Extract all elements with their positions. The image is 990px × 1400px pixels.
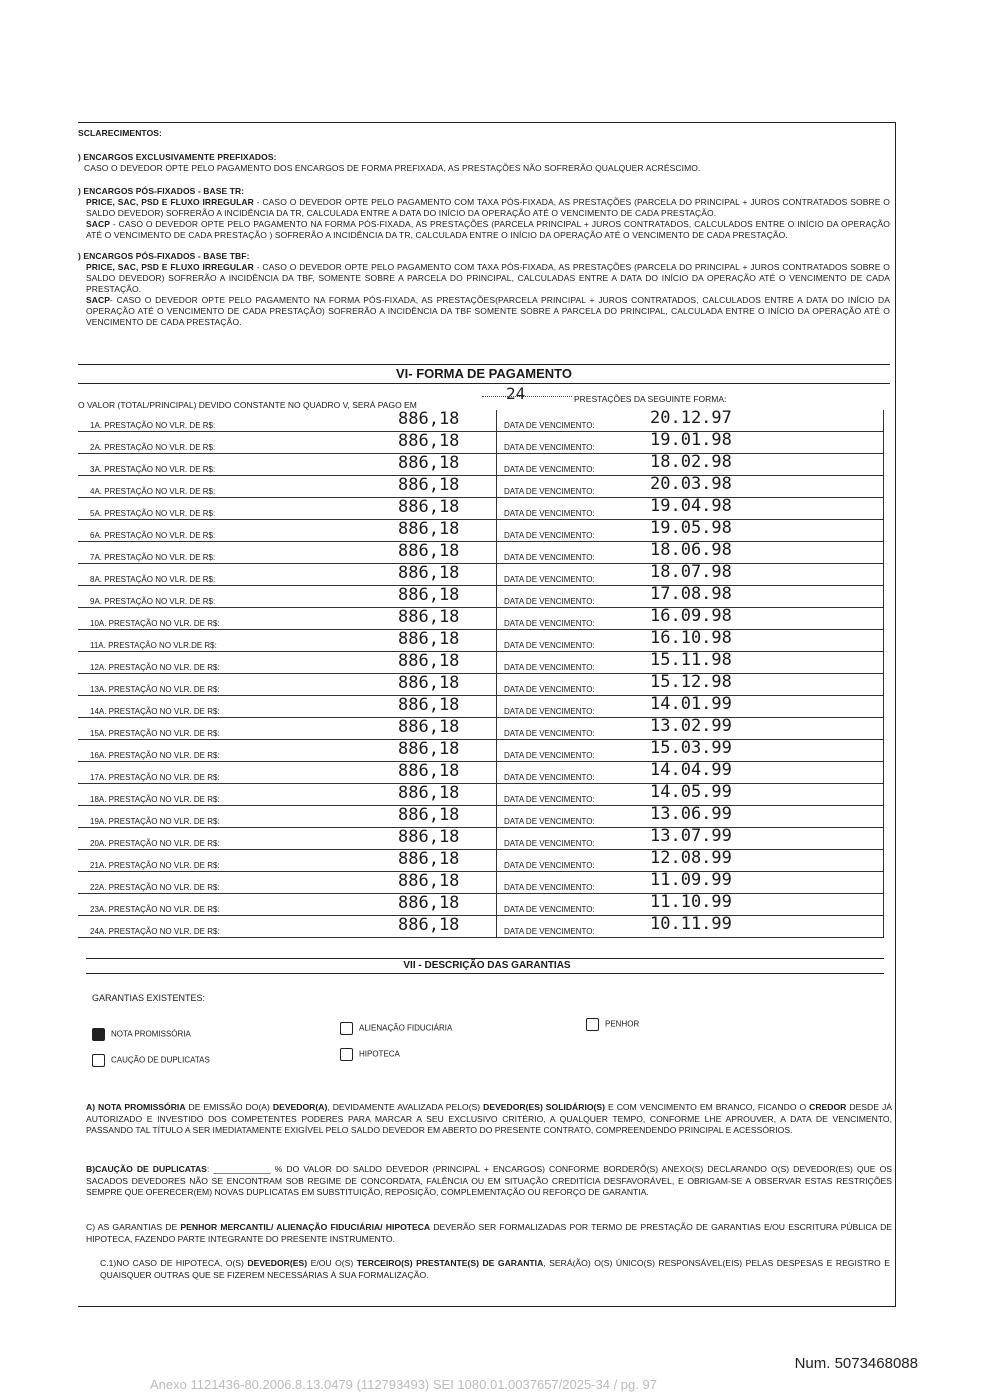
clause-c1-terceiro: TERCEIRO(S) PRESTANTE(S) DE GARANTIA xyxy=(356,1258,544,1268)
clause-a-text4: DESDE JÁ AUTORIZADO E INVESTIDO DOS COMPETENTES PODERES PARA MARCAR A SEU EXCLUSIVO CRITÉRIO, A QUALQUER TEMPO, CONFORME LHE APROUVER, A DATA DE VENCIMENTO, PASSANDO TAL TÍTULO A SER IMEDIATAMENTE EXIGÍVEL PELO SALDO DEVEDOR EM ABERTO DO PRESENTE CONTRATO, COMPREENDENDO PRINCIPAL E ACESSÓRIOS. xyxy=(86,1102,892,1135)
due-date-value: 18.06.98 xyxy=(650,540,732,560)
installment-label: 1A. PRESTAÇÃO NO VLR. DE R$: xyxy=(90,421,216,430)
tbf-price-label: PRICE, SAC, PSD E FLUXO IRREGULAR xyxy=(86,262,254,272)
installment-value: 886,18 xyxy=(398,717,460,737)
clause-c1-text2: , SERÁ(ÃO) O(S) ÚNICO(S) RESPONSÁVEL(EIS) PELAS DESPESAS E REGISTRO E QUAISQUER OUTRAS QUE SE FIZEREM NECESSÁRIAS À SUA FORMALIZAÇÃO. xyxy=(100,1258,890,1280)
due-date-value: 12.08.99 xyxy=(650,848,732,868)
due-date-label: DATA DE VENCIMENTO: xyxy=(504,553,595,562)
due-date-value: 15.11.98 xyxy=(650,650,732,670)
prefixados-title: ) ENCARGOS EXCLUSIVAMENTE PREFIXADOS: xyxy=(78,152,277,162)
installment-row xyxy=(78,564,884,586)
installment-label: 19A. PRESTAÇÃO NO VLR. DE R$: xyxy=(90,817,220,826)
clause-b-text: : ____________ % DO VALOR DO SALDO DEVEDOR (PRINCIPAL + ENCARGOS) CONFORME BORDERÔ(S) ANEXO(S) DECLARANDO O(S) DEVEDOR(ES) QUE OS SACADOS DEVEDORES NÃO SE ENCONTRAM SOB REGIME DE CONCORDATA, FALÊNCIA OU EM SITUAÇÃO CREDITÍCIA DESFAVORÁVEL, E OBRIGAM-SE A OBSERVAR ESTAS RESTRIÇÕES SEMPRE QUE OFERECER(EM) NOVAS DUPLICATAS EM SUBSTITUIÇÃO, REPOSIÇÃO, COMPLEMENTAÇÃO OU REFORÇO DE GARANTIA. xyxy=(86,1164,892,1197)
column-divider xyxy=(496,718,497,740)
row-edge xyxy=(883,520,884,542)
column-divider xyxy=(496,762,497,784)
installment-row xyxy=(78,762,884,784)
installment-row xyxy=(78,652,884,674)
row-edge xyxy=(883,542,884,564)
installment-label: 5A. PRESTAÇÃO NO VLR. DE R$: xyxy=(90,509,216,518)
due-date-label: DATA DE VENCIMENTO: xyxy=(504,685,595,694)
due-date-value: 13.02.99 xyxy=(650,716,732,736)
due-date-label: DATA DE VENCIMENTO: xyxy=(504,531,595,540)
installment-label: 17A. PRESTAÇÃO NO VLR. DE R$: xyxy=(90,773,220,782)
due-date-value: 16.10.98 xyxy=(650,628,732,648)
tbf-sacp-label: SACP xyxy=(86,295,111,305)
option-label: PENHOR xyxy=(605,1019,640,1029)
due-date-value: 14.05.99 xyxy=(650,782,732,802)
installment-row xyxy=(78,784,884,806)
due-date-label: DATA DE VENCIMENTO: xyxy=(504,663,595,672)
due-date-label: DATA DE VENCIMENTO: xyxy=(504,905,595,914)
column-divider xyxy=(496,542,497,564)
row-edge xyxy=(883,652,884,674)
row-edge xyxy=(883,762,884,784)
tbf-sacp-paragraph xyxy=(78,295,890,328)
option-alienacao-fiduciaria[interactable] xyxy=(340,1022,452,1035)
garantias-top-line xyxy=(86,958,884,959)
installment-row xyxy=(78,740,884,762)
column-divider xyxy=(496,916,497,938)
installment-label: 13A. PRESTAÇÃO NO VLR. DE R$: xyxy=(90,685,220,694)
tr-price-paragraph xyxy=(78,197,890,219)
installment-row xyxy=(78,520,884,542)
installment-label: 8A. PRESTAÇÃO NO VLR. DE R$: xyxy=(90,575,216,584)
column-divider xyxy=(496,476,497,498)
checkbox-icon[interactable] xyxy=(92,1054,105,1067)
prefixados-block xyxy=(78,152,890,174)
clause-c1 xyxy=(100,1258,890,1281)
installment-row xyxy=(78,476,884,498)
installment-row xyxy=(78,828,884,850)
row-edge xyxy=(883,894,884,916)
installment-row xyxy=(78,432,884,454)
column-divider xyxy=(496,894,497,916)
row-edge xyxy=(883,784,884,806)
column-divider xyxy=(496,498,497,520)
installment-row xyxy=(78,674,884,696)
tr-block xyxy=(78,186,890,241)
tr-sacp-paragraph xyxy=(78,219,890,241)
due-date-value: 11.10.99 xyxy=(650,892,732,912)
clause-c-text: DEVERÃO SER FORMALIZADAS POR TERMO DE PRESTAÇÃO DE GARANTIAS E/OU ESCRITURA PÚBLICA DE HIPOTECA, FAZENDO PARTE INTEGRANTE DO PRESENTE INSTRUMENTO. xyxy=(86,1222,893,1244)
due-date-label: DATA DE VENCIMENTO: xyxy=(504,773,595,782)
column-divider xyxy=(496,410,497,432)
due-date-label: DATA DE VENCIMENTO: xyxy=(504,443,595,452)
garantias-existentes-label: GARANTIAS EXISTENTES: xyxy=(92,993,206,1003)
row-edge xyxy=(883,564,884,586)
row-edge xyxy=(883,806,884,828)
row-line xyxy=(78,937,884,938)
tbf-title: ) ENCARGOS PÓS-FIXADOS - BASE TBF: xyxy=(78,251,250,261)
due-date-value: 20.12.97 xyxy=(650,408,732,428)
column-divider xyxy=(496,872,497,894)
row-edge xyxy=(883,718,884,740)
due-date-value: 14.01.99 xyxy=(650,694,732,714)
due-date-label: DATA DE VENCIMENTO: xyxy=(504,509,595,518)
garantias-title-line xyxy=(86,973,884,974)
tr-title: ) ENCARGOS PÓS-FIXADOS - BASE TR: xyxy=(78,186,245,196)
due-date-value: 17.08.98 xyxy=(650,584,732,604)
row-edge xyxy=(883,410,884,432)
clause-a-text3: E COM VENCIMENTO EM BRANCO, FICANDO O xyxy=(605,1102,810,1112)
clause-a-text1: DE EMISSÃO DO(A) xyxy=(185,1102,273,1112)
installment-row xyxy=(78,586,884,608)
due-date-label: DATA DE VENCIMENTO: xyxy=(504,839,595,848)
checkbox-icon[interactable] xyxy=(340,1048,353,1061)
option-penhor[interactable] xyxy=(586,1018,639,1031)
installment-value: 886,18 xyxy=(398,431,460,451)
clause-a-text2: , DEVIDAMENTE AVALIZADA PELO(S) xyxy=(327,1102,484,1112)
installment-value: 886,18 xyxy=(398,629,460,649)
row-edge xyxy=(883,828,884,850)
installment-value: 886,18 xyxy=(398,563,460,583)
due-date-value: 19.04.98 xyxy=(650,496,732,516)
due-date-value: 15.03.99 xyxy=(650,738,732,758)
due-date-label: DATA DE VENCIMENTO: xyxy=(504,465,595,474)
row-edge xyxy=(883,674,884,696)
due-date-label: DATA DE VENCIMENTO: xyxy=(504,751,595,760)
column-divider xyxy=(496,828,497,850)
column-divider xyxy=(496,806,497,828)
tbf-price-paragraph xyxy=(78,262,890,295)
installment-label: 14A. PRESTAÇÃO NO VLR. DE R$: xyxy=(90,707,220,716)
due-date-value: 13.07.99 xyxy=(650,826,732,846)
due-date-value: 20.03.98 xyxy=(650,474,732,494)
due-date-label: DATA DE VENCIMENTO: xyxy=(504,795,595,804)
installment-label: 18A. PRESTAÇÃO NO VLR. DE R$: xyxy=(90,795,220,804)
row-edge xyxy=(883,432,884,454)
clause-a-credor: CREDOR xyxy=(809,1102,847,1112)
column-divider xyxy=(496,696,497,718)
due-date-value: 18.02.98 xyxy=(650,452,732,472)
clause-c-prefix: C) AS GARANTIAS DE xyxy=(86,1222,181,1232)
due-date-value: 11.09.99 xyxy=(650,870,732,890)
installment-label: 2A. PRESTAÇÃO NO VLR. DE R$: xyxy=(90,443,216,452)
due-date-label: DATA DE VENCIMENTO: xyxy=(504,883,595,892)
installment-row xyxy=(78,630,884,652)
tr-price-text: - CASO O DEVEDOR OPTE PELO PAGAMENTO COM TAXA PÓS-FIXADA, AS PRESTAÇÕES (PARCELA DO PRINCIPAL + JUROS CONTRATADOS SOBRE O SALDO DEVEDOR) SOFRERÃO A INCIDÊNCIA DA TR, CALCULADA ENTRE A DATA DO INÍCIO DA OPERAÇÃO ATÉ O VENCIMENTO DE CADA PRESTAÇÃO. xyxy=(86,197,890,218)
installment-row xyxy=(78,718,884,740)
column-divider xyxy=(496,740,497,762)
due-date-value: 18.07.98 xyxy=(650,562,732,582)
due-date-label: DATA DE VENCIMENTO: xyxy=(504,421,595,430)
option-label: ALIENAÇÃO FIDUCIÁRIA xyxy=(359,1023,453,1033)
clause-c1-devedor: DEVEDOR(ES) xyxy=(247,1258,308,1268)
installment-label: 12A. PRESTAÇÃO NO VLR. DE R$: xyxy=(90,663,220,672)
tbf-sacp-text: - CASO O DEVEDOR OPTE PELO PAGAMENTO NA FORMA PÓS-FIXADA, AS PRESTAÇÕES(PARCELA PRINCIPAL + JUROS CONTRATADOS, CALCULADOS ENTRE A DATA DO INÍCIO DA OPERAÇÃO ATÉ O VENCIMENTO DE CADA PRESTAÇÃO) SOFRERÃO A INCIDÊNCIA DA TBF SOMENTE SOBRE A PARCELA DO PRINCIPAL, CALCULADA ENTRE O INÍCIO DA OPERAÇÃO ATÉ O VENCIMENTO DE CADA PRESTAÇÃO. xyxy=(86,295,890,327)
installment-row xyxy=(78,916,884,938)
due-date-label: DATA DE VENCIMENTO: xyxy=(504,861,595,870)
due-date-value: 13.06.99 xyxy=(650,804,732,824)
installment-value: 886,18 xyxy=(398,849,460,869)
column-divider xyxy=(496,630,497,652)
tr-price-label: PRICE, SAC, PSD E FLUXO IRREGULAR xyxy=(86,197,254,207)
document-reference: Anexo 1121436-80.2006.8.13.0479 (112793493) SEI 1080.01.0037657/2025-34 / pg. 97 xyxy=(150,1377,657,1392)
due-date-value: 19.01.98 xyxy=(650,430,732,450)
num-prestacoes-value: 24 xyxy=(506,384,526,403)
title-underline xyxy=(78,383,890,384)
tr-sacp-label: SACP xyxy=(86,219,111,229)
installment-value: 886,18 xyxy=(398,651,460,671)
installment-value: 886,18 xyxy=(398,497,460,517)
installment-label: 3A. PRESTAÇÃO NO VLR. DE R$: xyxy=(90,465,216,474)
checkbox-icon[interactable] xyxy=(586,1018,599,1031)
clause-b-title: B)CAUÇÃO DE DUPLICATAS xyxy=(86,1164,207,1174)
installment-row xyxy=(78,542,884,564)
clause-c-title: PENHOR MERCANTIL/ ALIENAÇÃO FIDUCIÁRIA/ HIPOTECA xyxy=(180,1222,431,1232)
num-prestacoes-field xyxy=(482,396,572,397)
installment-value: 886,18 xyxy=(398,739,460,759)
row-edge xyxy=(883,498,884,520)
option-nota-promissoria[interactable] xyxy=(92,1028,191,1041)
installment-row xyxy=(78,872,884,894)
option-label: NOTA PROMISSÓRIA xyxy=(111,1029,191,1039)
due-date-label: DATA DE VENCIMENTO: xyxy=(504,619,595,628)
installment-label: 7A. PRESTAÇÃO NO VLR. DE R$: xyxy=(90,553,216,562)
column-divider xyxy=(496,520,497,542)
installment-value: 886,18 xyxy=(398,453,460,473)
installment-row xyxy=(78,894,884,916)
checkbox-checked-icon[interactable] xyxy=(92,1028,105,1041)
due-date-label: DATA DE VENCIMENTO: xyxy=(504,641,595,650)
due-date-value: 16.09.98 xyxy=(650,606,732,626)
row-edge xyxy=(883,586,884,608)
checkbox-icon[interactable] xyxy=(340,1022,353,1035)
due-date-label: DATA DE VENCIMENTO: xyxy=(504,707,595,716)
row-edge xyxy=(883,916,884,938)
due-date-value: 14.04.99 xyxy=(650,760,732,780)
option-label: CAUÇÃO DE DUPLICATAS xyxy=(111,1055,210,1065)
installment-row xyxy=(78,850,884,872)
installment-value: 886,18 xyxy=(398,475,460,495)
installment-value: 886,18 xyxy=(398,915,460,935)
option-hipoteca[interactable] xyxy=(340,1048,400,1061)
due-date-value: 10.11.99 xyxy=(650,914,732,934)
installment-value: 886,18 xyxy=(398,519,460,539)
column-divider xyxy=(496,850,497,872)
contract-page xyxy=(78,112,896,1312)
installment-value: 886,18 xyxy=(398,827,460,847)
column-divider xyxy=(496,454,497,476)
document-number: Num. 5073468088 xyxy=(794,1355,918,1372)
clause-b xyxy=(86,1164,892,1199)
prefixados-text: CASO O DEVEDOR OPTE PELO PAGAMENTO DOS ENCARGOS DE FORMA PREFIXADA, AS PRESTAÇÕES NÃO SOFRERÃO QUALQUER ACRÉSCIMO. xyxy=(84,163,701,173)
installment-label: 21A. PRESTAÇÃO NO VLR. DE R$: xyxy=(90,861,220,870)
installment-row xyxy=(78,410,884,432)
column-divider xyxy=(496,608,497,630)
clause-a-devedor: DEVEDOR(A) xyxy=(272,1102,328,1112)
installment-label: 10A. PRESTAÇÃO NO VLR. DE R$: xyxy=(90,619,220,628)
tbf-price-text: - CASO O DEVEDOR OPTE PELO PAGAMENTO COM TAXA PÓS-FIXADA, AS PRESTAÇÕES (PARCELA DO PRINCIPAL + JUROS CONTRATADOS SOBRE O SALDO DEVEDOR) SOFRERÃO A INCIDÊNCIA DA TBF, SOMENTE SOBRE A PARCELA DO PRINCIPAL, CALCULADAS ENTRE A DATA DO INÍCIO DA OPERAÇÃO ATÉ O VENCIMENTO DE CADA PRESTAÇÃO. xyxy=(86,262,890,294)
forma-pagamento-title: VI- FORMA DE PAGAMENTO xyxy=(396,366,572,381)
tbf-block xyxy=(78,251,890,328)
column-divider xyxy=(496,564,497,586)
due-date-label: DATA DE VENCIMENTO: xyxy=(504,817,595,826)
clause-c1-text1: E/OU O(S) xyxy=(307,1258,357,1268)
clause-c xyxy=(86,1222,892,1245)
installments-table xyxy=(78,410,884,938)
clause-c1-prefix: C.1)NO CASO DE HIPOTECA, O(S) xyxy=(100,1258,248,1268)
installment-value: 886,18 xyxy=(398,585,460,605)
installment-label: 9A. PRESTAÇÃO NO VLR. DE R$: xyxy=(90,597,216,606)
installment-label: 20A. PRESTAÇÃO NO VLR. DE R$: xyxy=(90,839,220,848)
column-divider xyxy=(496,674,497,696)
row-edge xyxy=(883,696,884,718)
row-edge xyxy=(883,850,884,872)
row-edge xyxy=(883,608,884,630)
installment-value: 886,18 xyxy=(398,409,460,429)
installment-value: 886,18 xyxy=(398,805,460,825)
installment-value: 886,18 xyxy=(398,761,460,781)
garantias-title: VII - DESCRIÇÃO DAS GARANTIAS xyxy=(403,960,571,971)
due-date-label: DATA DE VENCIMENTO: xyxy=(504,575,595,584)
installment-row xyxy=(78,498,884,520)
installment-value: 886,18 xyxy=(398,783,460,803)
esclarecimentos-section xyxy=(78,128,890,328)
installment-value: 886,18 xyxy=(398,541,460,561)
column-divider xyxy=(496,586,497,608)
due-date-label: DATA DE VENCIMENTO: xyxy=(504,729,595,738)
installment-value: 886,18 xyxy=(398,893,460,913)
installment-label: 11A. PRESTAÇÃO NO VLR.DE R$: xyxy=(90,641,217,650)
row-edge xyxy=(883,476,884,498)
intro-right: PRESTAÇÕES DA SEGUINTE FORMA: xyxy=(574,394,727,404)
clause-a-title: NOTA PROMISSÓRIA xyxy=(98,1102,186,1112)
due-date-label: DATA DE VENCIMENTO: xyxy=(504,927,595,936)
installment-row xyxy=(78,806,884,828)
tr-sacp-text: - CASO O DEVEDOR OPTE PELO PAGAMENTO NA FORMA PÓS-FIXADA, AS PRESTAÇÕES (PARCELA PRINCIPAL + JUROS CONTRATADOS, CALCULADOS ENTRE O INÍCIO DA OPERAÇÃO ATÉ O VENCIMENTO DE CADA PRESTAÇÃO ) SOFRERÃO A INCIDÊNCIA DA TR, CALCULADA ENTRE O INÍCIO DA OPERAÇÃO ATÉ O VENCIMENTO DE CADA PRESTAÇÃO. xyxy=(86,219,890,240)
row-edge xyxy=(883,740,884,762)
column-divider xyxy=(496,432,497,454)
installment-label: 6A. PRESTAÇÃO NO VLR. DE R$: xyxy=(90,531,216,540)
column-divider xyxy=(496,784,497,806)
installment-row xyxy=(78,696,884,718)
installment-value: 886,18 xyxy=(398,607,460,627)
installment-label: 23A. PRESTAÇÃO NO VLR. DE R$: xyxy=(90,905,220,914)
row-edge xyxy=(883,872,884,894)
installment-label: 16A. PRESTAÇÃO NO VLR. DE R$: xyxy=(90,751,220,760)
esclarecimentos-heading: SCLARECIMENTOS: xyxy=(78,128,162,138)
option-caucao-duplicatas[interactable] xyxy=(92,1054,210,1067)
installment-value: 886,18 xyxy=(398,673,460,693)
column-divider xyxy=(496,652,497,674)
installment-label: 15A. PRESTAÇÃO NO VLR. DE R$: xyxy=(90,729,220,738)
section-divider xyxy=(78,364,890,365)
clause-a-solidario: DEVEDOR(ES) SOLIDÁRIO(S) xyxy=(483,1102,606,1112)
intro-left: O VALOR (TOTAL/PRINCIPAL) DEVIDO CONSTANTE NO QUADRO V, SERÁ PAGO EM xyxy=(78,400,417,410)
due-date-value: 15.12.98 xyxy=(650,672,732,692)
installment-label: 4A. PRESTAÇÃO NO VLR. DE R$: xyxy=(90,487,216,496)
installment-value: 886,18 xyxy=(398,871,460,891)
row-edge xyxy=(883,454,884,476)
row-edge xyxy=(883,630,884,652)
due-date-value: 19.05.98 xyxy=(650,518,732,538)
installment-row xyxy=(78,608,884,630)
option-label: HIPOTECA xyxy=(359,1049,400,1059)
clause-a-prefix: A) xyxy=(86,1102,99,1112)
due-date-label: DATA DE VENCIMENTO: xyxy=(504,597,595,606)
installment-label: 22A. PRESTAÇÃO NO VLR. DE R$: xyxy=(90,883,220,892)
due-date-label: DATA DE VENCIMENTO: xyxy=(504,487,595,496)
installment-row xyxy=(78,454,884,476)
installment-value: 886,18 xyxy=(398,695,460,715)
installment-label: 24A. PRESTAÇÃO NO VLR. DE R$: xyxy=(90,927,220,936)
clause-a xyxy=(86,1102,892,1137)
